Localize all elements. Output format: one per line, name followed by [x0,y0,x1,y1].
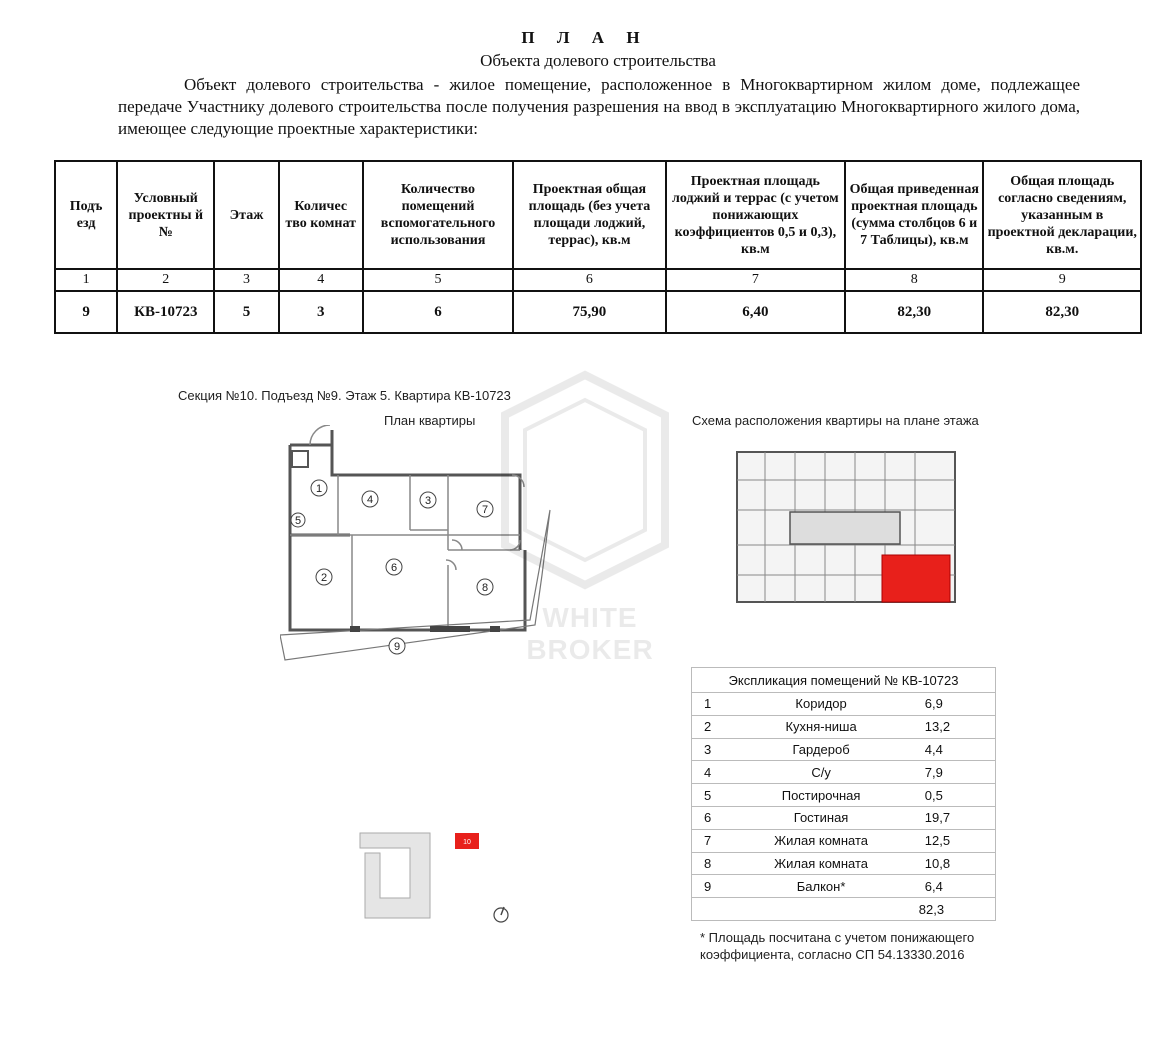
floor-scheme-label: Схема расположения квартиры на плане этажа [692,413,979,428]
explication-title: Экспликация помещений № КВ-10723 [692,668,996,693]
table-row [692,875,996,898]
apartment-highlight [882,555,950,602]
total-row [692,898,996,921]
room-name-cell: Жилая комната [731,852,910,875]
watermark-line: BROKER [526,634,654,665]
table-cell: КВ-10723 [117,291,214,333]
room-area-cell: 7,9 [911,761,996,784]
room-number-cell: 3 [692,738,732,761]
room-number: 5 [294,515,302,527]
room-area-cell: 12,5 [911,829,996,852]
room-number-cell: 7 [692,829,732,852]
table-cell: 6,40 [666,291,845,333]
room-number-cell: 8 [692,852,732,875]
document-subtitle: Объекта долевого строительства [480,51,716,70]
column-number: 9 [983,269,1141,291]
document-title: П Л А Н [521,28,649,47]
room-number: 9 [393,641,401,653]
column-number: 1 [55,269,117,291]
room-name-cell: Балкон* [731,875,910,898]
room-area-cell: 13,2 [911,715,996,738]
room-name-cell: Коридор [731,693,910,716]
table-row [692,738,996,761]
column-number: 3 [214,269,278,291]
room-area-cell: 4,4 [911,738,996,761]
table-cell: 9 [55,291,117,333]
table-cell: 5 [214,291,278,333]
floor-scheme [735,450,960,610]
header-cell: Общая приведенная проектная площадь (сумма столбцов 6 и 7 Таблицы), кв.м [845,161,983,269]
room-name-cell: Гардероб [731,738,910,761]
key-plan [355,828,515,928]
room-name-cell: Жилая комната [731,829,910,852]
column-number: 6 [513,269,665,291]
empty-cell [731,898,910,921]
column-number-row [55,269,1141,291]
table-row [692,852,996,875]
table-row [692,693,996,716]
room-area-cell: 0,5 [911,784,996,807]
room-number: 6 [390,562,398,574]
room-area-cell: 19,7 [911,806,996,829]
header-cell: Условный проектны й № [117,161,214,269]
table-cell: 3 [279,291,363,333]
table-cell: 75,90 [513,291,665,333]
room-name-cell: Гостиная [731,806,910,829]
table-row [692,806,996,829]
room-number: 3 [424,495,432,507]
watermark-line: WHITE [542,602,638,633]
header-cell: Количество помещений вспомогательного использования [363,161,513,269]
room-area-cell: 6,9 [911,693,996,716]
explication-title-row [692,668,996,693]
room-number: 8 [481,582,489,594]
room-number-cell: 9 [692,875,732,898]
explication-table [691,667,996,921]
table-header-row [55,161,1141,269]
table-cell: 82,30 [845,291,983,333]
total-area-cell: 82,3 [911,898,996,921]
section-caption: Секция №10. Подъезд №9. Этаж 5. Квартира КВ-10723 [178,388,511,403]
room-name-cell: Постирочная [731,784,910,807]
room-number: 1 [315,483,323,495]
room-number-cell: 6 [692,806,732,829]
header-cell: Проектная общая площадь (без учета площади лоджий, террас), кв.м [513,161,665,269]
table-cell: 6 [363,291,513,333]
table-row [692,784,996,807]
table-row [692,715,996,738]
room-number-cell: 5 [692,784,732,807]
column-number: 2 [117,269,214,291]
section-marker-label: 10 [463,839,471,846]
apartment-plan-label: План квартиры [384,413,476,428]
watermark-text [505,602,675,666]
room-name-cell: Кухня-ниша [731,715,910,738]
room-number: 7 [481,504,489,516]
column-number: 8 [845,269,983,291]
room-number: 2 [320,572,328,584]
column-number: 7 [666,269,845,291]
column-number: 5 [363,269,513,291]
room-number: 4 [366,494,374,506]
room-number-cell: 2 [692,715,732,738]
room-number-cell: 1 [692,693,732,716]
header-cell: Количес тво комнат [279,161,363,269]
header-cell: Подъ езд [55,161,117,269]
table-row [55,291,1141,333]
empty-cell [692,898,732,921]
column-number: 4 [279,269,363,291]
table-row [692,829,996,852]
table-row [692,761,996,784]
characteristics-table [54,160,1142,334]
header-cell: Общая площадь согласно сведениям, указанным в проектной декларации, кв.м. [983,161,1141,269]
room-area-cell: 6,4 [911,875,996,898]
area-footnote: * Площадь посчитана с учетом понижающего коэффициента, согласно СП 54.13330.2016 [700,930,975,962]
room-number-cell: 4 [692,761,732,784]
room-name-cell: С/у [731,761,910,784]
intro-paragraph: Объект долевого строительства - жилое помещение, расположенное в Многоквартирном жилом доме, подлежащее передаче Участнику долевого строительства после получения разрешения на ввод в эксплуатацию Многоквартирного жилого дома, имеющее следующие проектные характеристики: [118,75,1080,138]
header-cell: Проектная площадь лоджий и террас (с учетом понижающих коэффициентов 0,5 и 0,3), кв.м [666,161,845,269]
header-cell: Этаж [214,161,278,269]
table-cell: 82,30 [983,291,1141,333]
room-area-cell: 10,8 [911,852,996,875]
